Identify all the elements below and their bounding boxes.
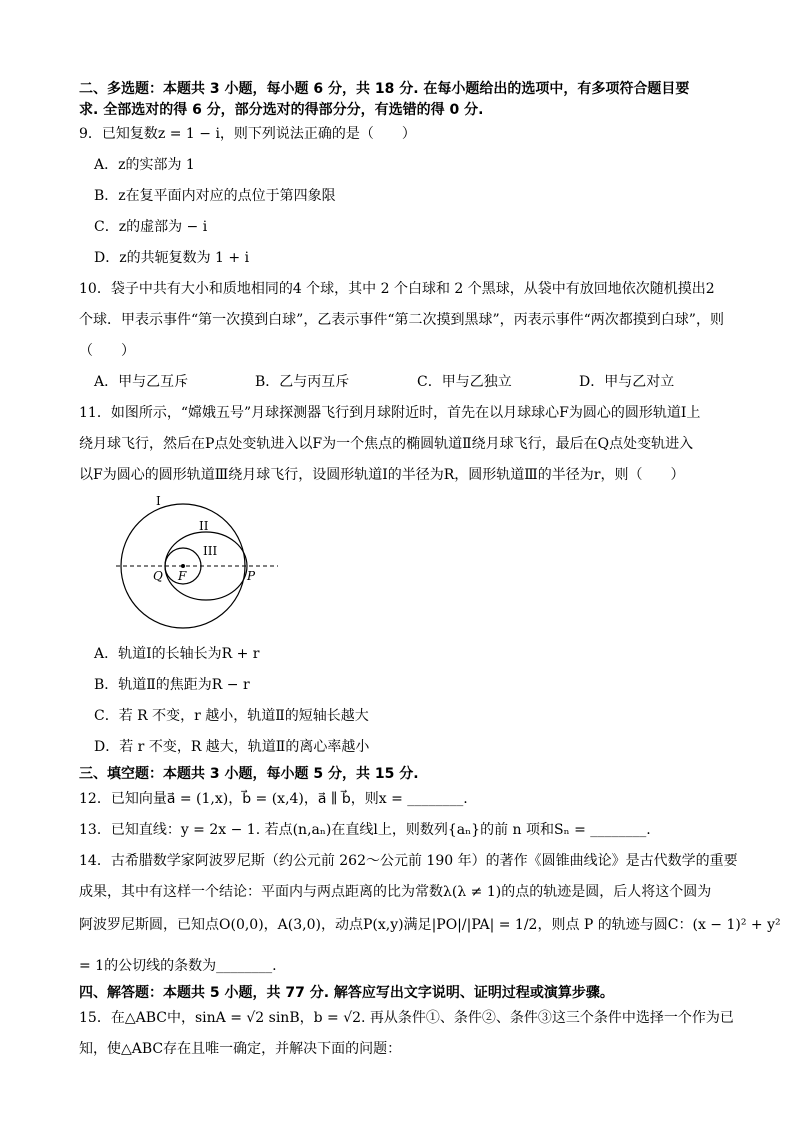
question-14-line-3: 阿波罗尼斯圆，已知点O(0,0)，A(3,0)，动点P(x,y)满足|PO|/|PA| = 1/2，则点 P 的轨迹与圆C：(x − 1)² + y² [79,917,781,933]
label-Q: Q [153,569,163,583]
question-10-line-2: 个球．甲表示事件“第一次摸到白球”，乙表示事件“第二次摸到黑球”，丙表示事件“两次都摸到白球”，则 [79,312,724,328]
section-4-heading: 四、解答题：本题共 5 小题，共 77 分. 解答应写出文字说明、证明过程或演算步骤。 [79,985,614,1001]
question-14-line-4: = 1的公切线的条数为________. [79,958,277,974]
question-11-option-b: B．轨道Ⅱ的焦距为R − r [94,677,250,693]
question-10-option-c: C．甲与乙独立 [417,374,512,390]
question-14-line-2: 成果，其中有这样一个结论：平面内与两点距离的比为常数λ(λ ≠ 1)的点的轨迹是圆，后人将这个圆为 [79,884,712,900]
label-P: P [247,569,256,583]
question-11-option-c: C．若 R 不变，r 越小，轨道Ⅱ的短轴长越大 [94,708,369,724]
question-14-line-1: 14．古希腊数学家阿波罗尼斯（约公元前 262～公元前 190 年）的著作《圆锥曲线论》是古代数学的重要 [79,853,738,869]
question-11-line-3: 以F为圆心的圆形轨道Ⅲ绕月球飞行，设圆形轨道Ⅰ的半径为R，圆形轨道Ⅲ的半径为r，则（ ） [79,467,685,483]
question-9-option-b: B．z在复平面内对应的点位于第四象限 [94,188,336,204]
question-11-option-a: A．轨道Ⅰ的长轴长为R + r [94,646,260,662]
question-15-line-2: 知，使△ABC存在且唯一确定，并解决下面的问题： [79,1041,402,1057]
question-10-line-3: （ ） [79,343,135,359]
section-2-heading-line-2: 求. 全部选对的得 6 分，部分选对的得部分分，有选错的得 0 分. [79,102,484,118]
label-III: III [203,544,218,558]
question-11-line-2: 绕月球飞行，然后在P点处变轨进入以F为一个焦点的椭圆轨道Ⅱ绕月球飞行，最后在Q点处变轨进入 [79,436,694,452]
section-3-heading: 三、填空题：本题共 3 小题，每小题 5 分，共 15 分. [79,766,419,782]
question-9-option-d: D．z的共轭复数为 1 + i [94,250,250,266]
label-F: F [178,569,187,583]
question-10-option-d: D．甲与乙对立 [579,374,675,390]
question-10-option-b: B．乙与丙互斥 [255,374,350,390]
orbit-diagram [110,492,280,632]
focus-point [181,564,185,568]
orbit-II-ellipse [165,532,247,600]
question-9-option-a: A．z的实部为 1 [94,157,195,173]
label-II: II [199,519,209,533]
question-11-line-1: 11．如图所示，“嫦娥五号”月球探测器飞行到月球附近时，首先在以月球球心F为圆心的圆形轨道Ⅰ上 [79,405,701,421]
question-9-option-c: C．z的虚部为 − i [94,219,208,235]
question-15-line-1: 15．在△ABC中，sinA = √2 sinB，b = √2. 再从条件①、条件②、条件③这三个条件中选择一个作为已 [79,1010,734,1026]
question-12: 12．已知向量a⃗ = (1,x)，b⃗ = (x,4)，a⃗ ∥ b⃗，则x = ________. [79,791,468,807]
question-11-option-d: D．若 r 不变，R 越大，轨道Ⅱ的离心率越小 [94,739,370,755]
section-2-heading-line-1: 二、多选题：本题共 3 小题，每小题 6 分，共 18 分. 在每小题给出的选项中，有多项符合题目要 [79,81,690,97]
question-9-stem: 9．已知复数z = 1 − i，则下列说法正确的是（ ） [79,126,416,142]
question-10-line-1: 10．袋子中共有大小和质地相同的4 个球，其中 2 个白球和 2 个黑球，从袋中有放回地依次随机摸出2 [79,281,715,297]
question-10-option-a: A．甲与乙互斥 [94,374,189,390]
question-13: 13．已知直线：y = 2x − 1. 若点(n,aₙ)在直线l上，则数列{aₙ}的前 n 项和Sₙ = ________. [79,822,651,838]
label-I: I [156,494,161,508]
